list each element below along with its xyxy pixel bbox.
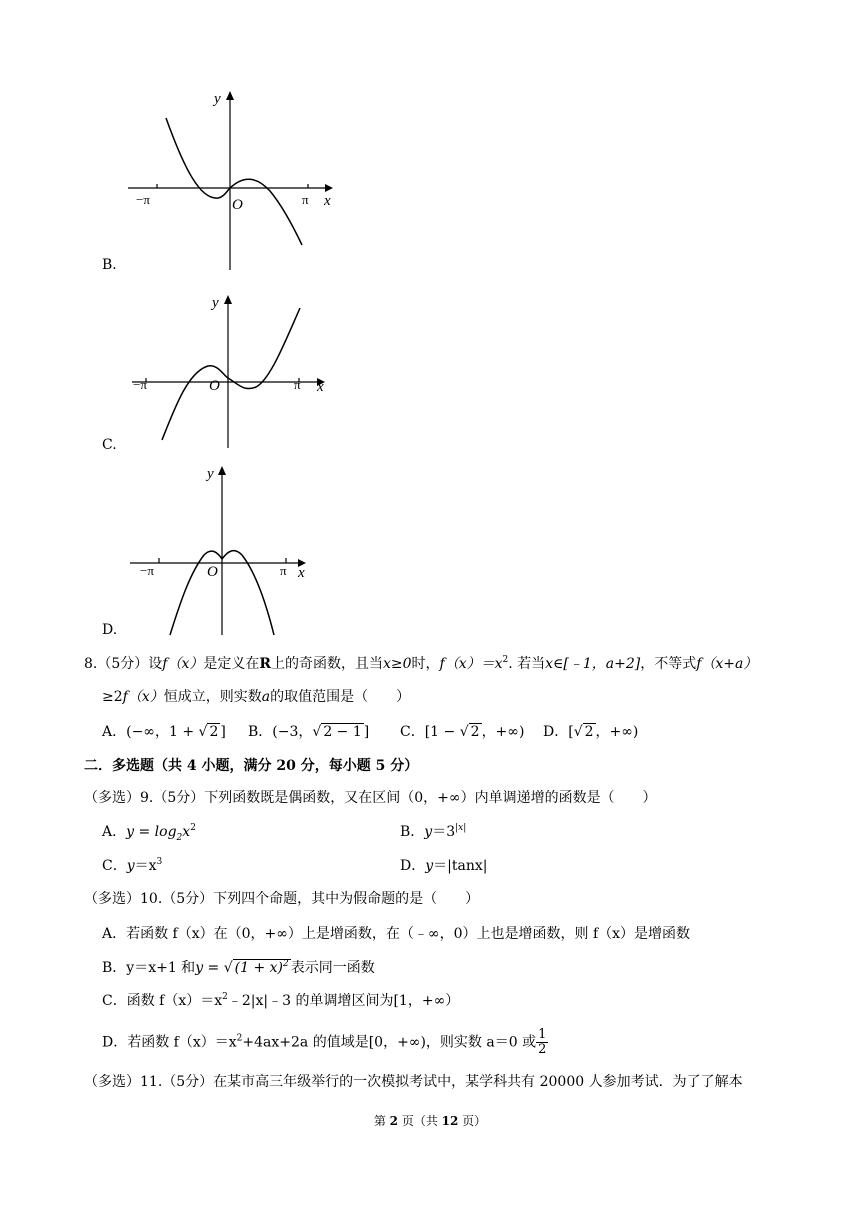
function-curve — [166, 118, 302, 245]
origin-label: O — [209, 378, 220, 394]
graph-option-d — [120, 463, 340, 638]
q8-stem-line2: ≥2f（x）恒成立，则实数a的取值范围是（ ） — [102, 689, 411, 705]
section-2-heading: 二．多选题（共 4 小题，满分 20 分，每小题 5 分） — [84, 758, 419, 774]
origin-label: O — [232, 197, 243, 213]
pos-pi-label: π — [302, 192, 309, 207]
q11-stem: （多选）11.（5分）在某市高三年级举行的一次模拟考试中，某学科共有 20000 人参加考试．为了了解本 — [84, 1074, 743, 1090]
q9-option-d: D．y＝|tanx| — [400, 858, 488, 874]
graph-option-b — [120, 88, 340, 273]
q9-option-b: B．$y=3^{|x|}$ — [400, 823, 467, 840]
q9-stem: （多选）9.（5分）下列函数既是偶函数，又在区间（0，+∞）内单调递增的函数是（ ） — [84, 790, 657, 806]
q8-option-c: C．[1 − √ 2 ，+∞) — [400, 724, 525, 740]
neg-pi-label: −π — [136, 192, 150, 207]
fraction-one-half: $\frac{1}{2}$ — [538, 1027, 547, 1057]
q10-stem: （多选）10.（5分）下列四个命题，其中为假命题的是（ ） — [84, 891, 480, 907]
y-axis-label: y — [214, 91, 221, 107]
neg-pi-label: −π — [140, 563, 154, 578]
origin-label: O — [207, 564, 218, 580]
y-axis-arrow-icon — [226, 91, 234, 100]
q10-option-c: C．函数 $f(x)=x^2﹣2|x|﹣3$ 的单调增区间为[1，+∞） — [102, 992, 460, 1009]
y-axis-label: y — [207, 466, 214, 482]
q8-option-a: A．(−∞，1 + √ 2 ] — [102, 724, 226, 740]
q10-option-d: D．若函数 $f(x)=x^2+4ax+2a$ 的值域是[0，+∞)，则实数 a＝0 或 $\frac{1}{2}$ — [102, 1027, 547, 1057]
q10-option-b: B．y＝x+1 和y = √ $(1 + x)^2$ 表示同一函数 — [102, 959, 375, 976]
y-axis-label: y — [212, 295, 219, 311]
x-axis-label: x — [298, 565, 305, 581]
page-footer: 第 2 页（共 12 页） — [373, 1114, 487, 1128]
x-axis-label: x — [317, 379, 324, 395]
y-axis-arrow-icon — [218, 466, 226, 475]
option-b-label: B. — [102, 257, 117, 273]
q9-option-a: A．$y = \log_2x^2$ — [102, 823, 196, 843]
neg-pi-label: −π — [133, 377, 147, 392]
q9-option-c: C．$y=x^3$ — [102, 857, 163, 874]
option-c-label: C. — [102, 437, 117, 453]
q10-option-a: A．若函数 f（x）在（0，+∞）上是增函数，在（﹣∞，0）上也是增函数，则 f（x）是增函数 — [102, 926, 691, 942]
q8-stem-line1: 8.（5分）设f（x）是定义在R上的奇函数，且当x≥0时，$f(x)=x^2$. 若当x∈[﹣1，a+2]，不等式f（x+a） — [84, 655, 758, 672]
pos-pi-label: π — [294, 377, 301, 392]
pos-pi-label: π — [280, 563, 287, 578]
x-axis-arrow-icon — [325, 184, 333, 192]
q8-option-b: B．(−3，√ 2 − 1 ] — [248, 724, 370, 740]
option-d-label: D. — [102, 622, 118, 638]
graph-option-c — [120, 292, 340, 452]
q8-option-d: D．[√ 2 ，+∞) — [543, 724, 639, 740]
y-axis-arrow-icon — [224, 295, 232, 304]
function-curve — [162, 308, 300, 440]
x-axis-label: x — [324, 193, 331, 209]
